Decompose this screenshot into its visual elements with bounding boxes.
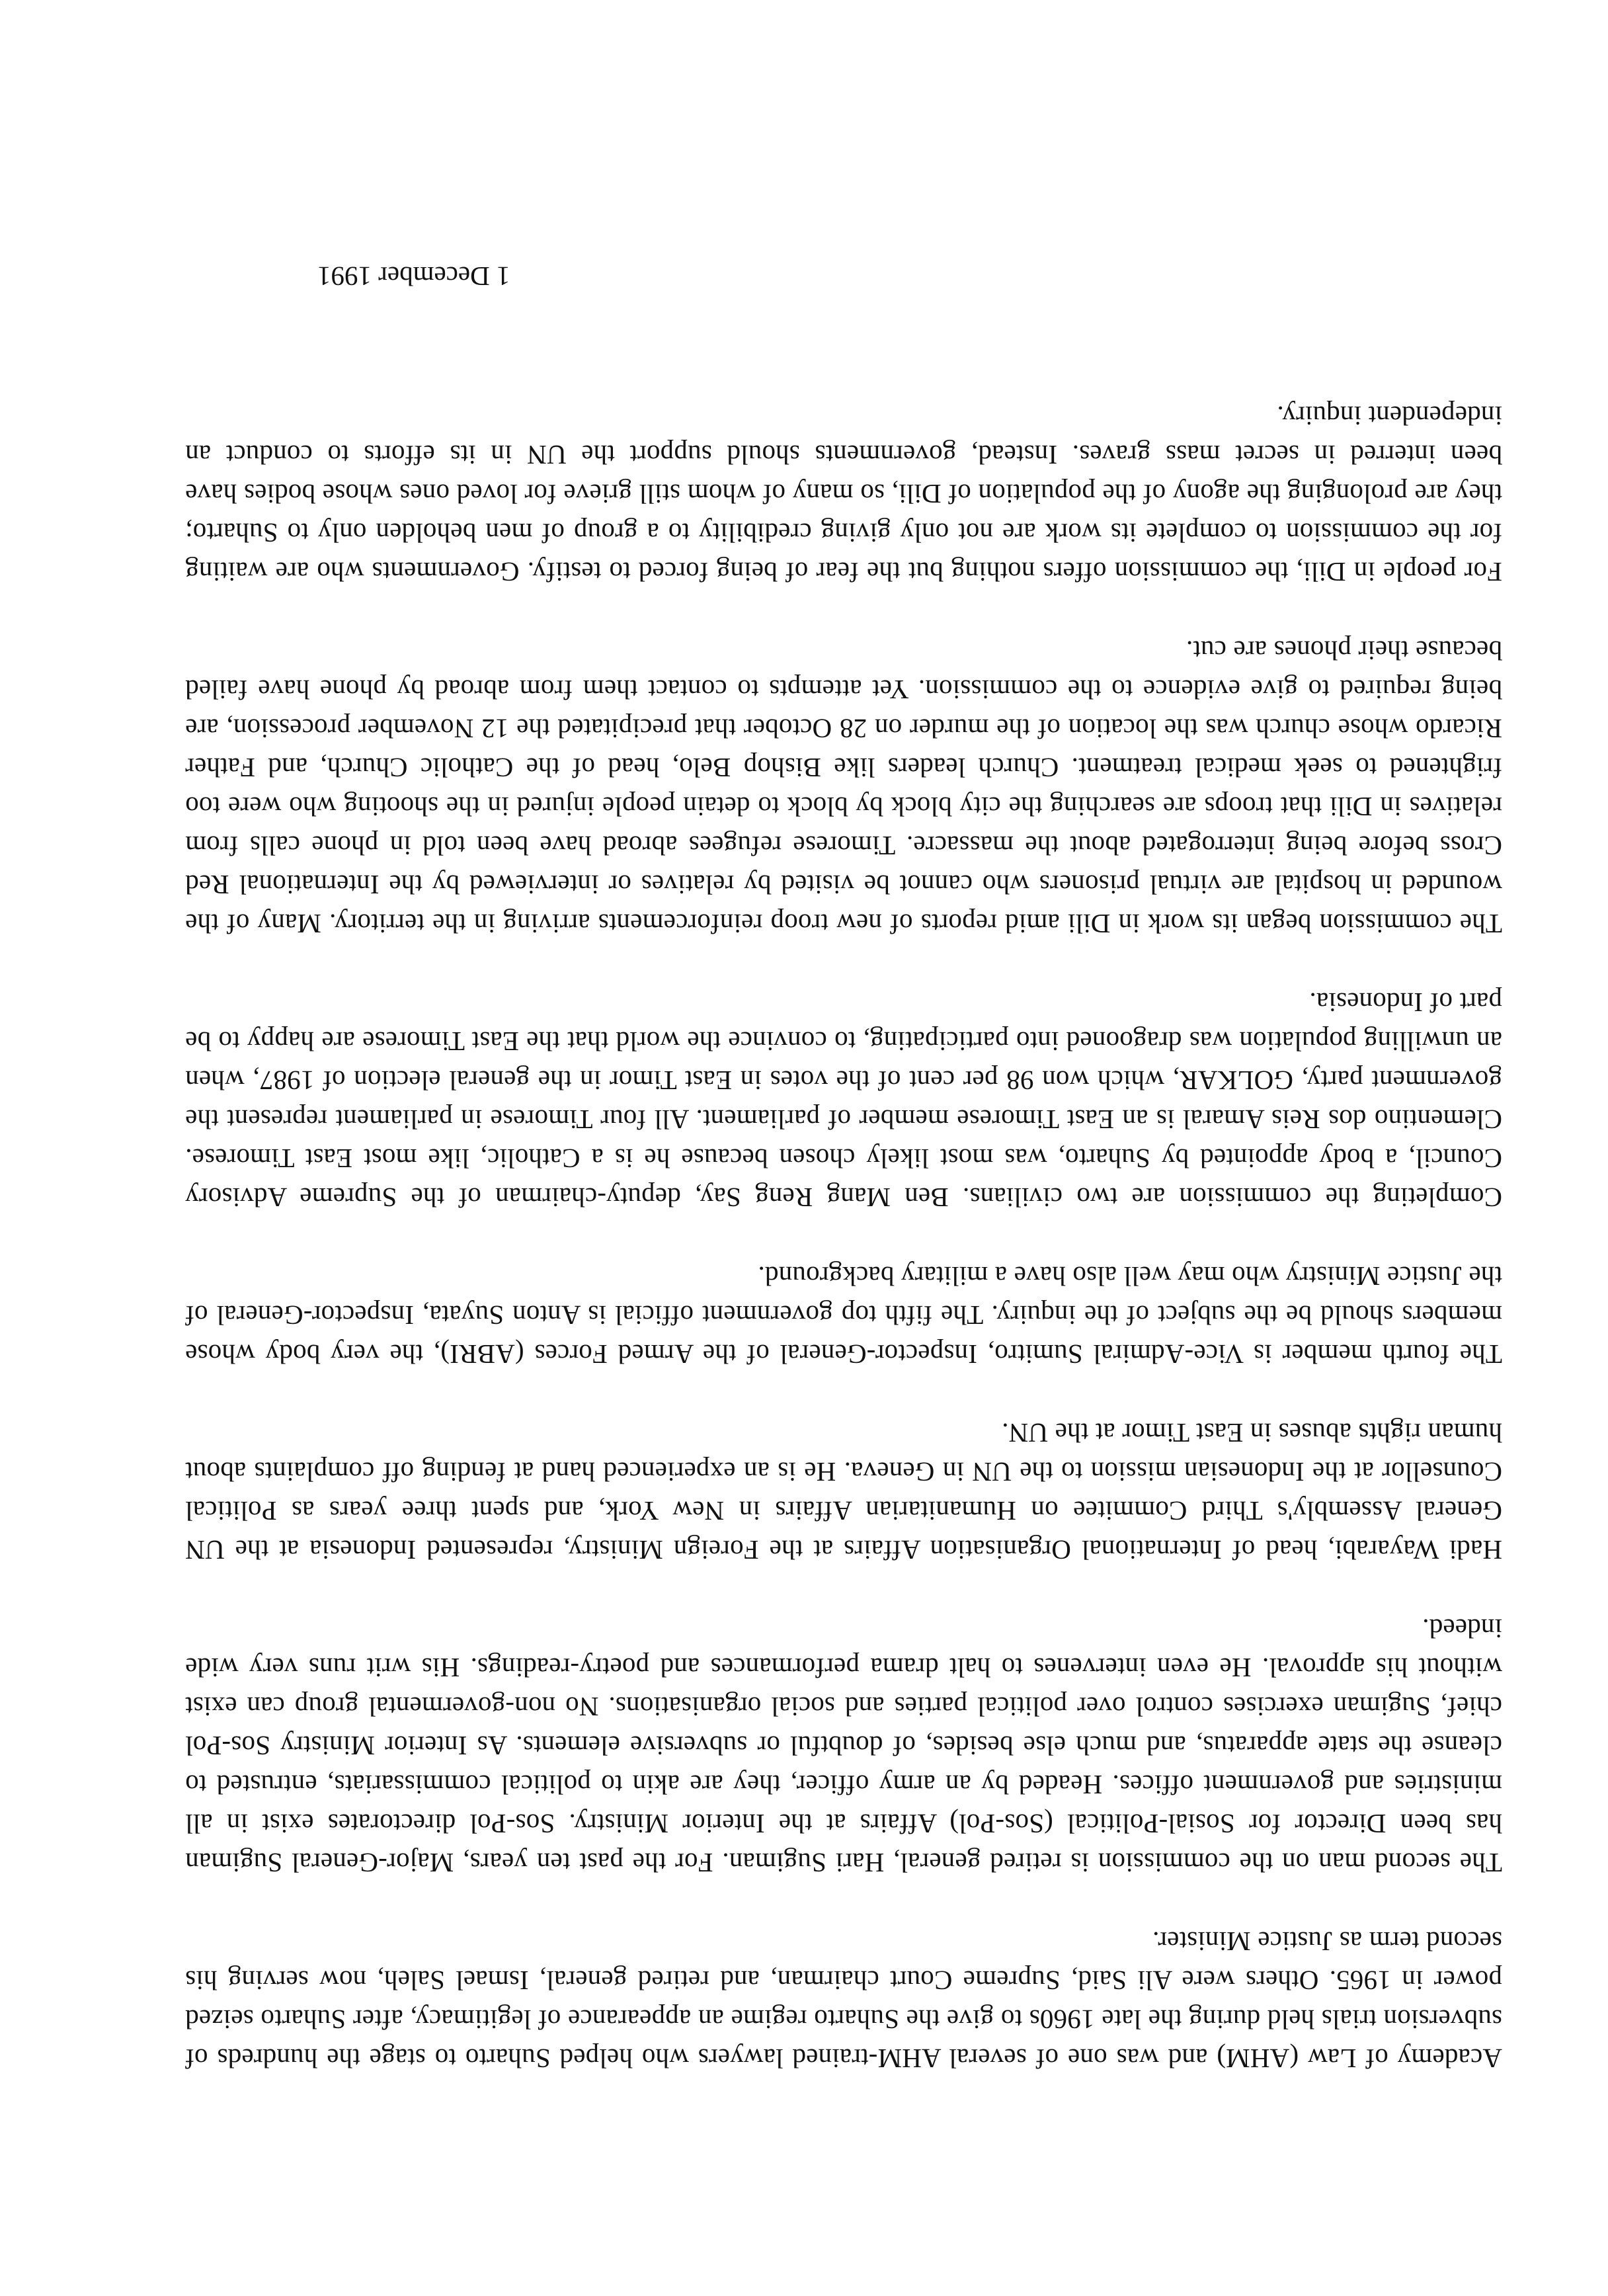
paragraph-civilian-members: Completing the commission are two civilians. Ben Mang Reng Say, deputy-chairman of the Supreme Advisory Council, a body appointed by Suharto, was most likely chosen because he is a Catholic, like most East Timorese. Clementino dos Reis Amaral is an East Timorese member of parliament. All four Timorese in parliament represent the government party, GOLKAR, which won 98 per cent of the votes in East Timor in the general election of 1987, when an unwilling population was dragooned into participating, to convince the world that the East Timorese are happy to be part of Indonesia. <box>185 987 1502 1213</box>
paragraph-commission-work-dili: The commission began its work in Dili amid reports of new troop reinforcements arriving in the territory. Many of the wounded in hospital are virtual prisoners who cannot be visited by relatives or interviewed by the International Red Cross before being interrogated about the massacre. Timorese refugees abroad have been told in phone calls from relatives in Dili that troops are searching the city block by block to detain people injured in the shooting who were too frightened to seek medical treatment. Church leaders like Bishop Belo, head of the Catholic Church, and Father Ricardo whose church was the location of the murder on 28 October that precipitated the 12 November procession, are being required to give evidence to the commission. Yet attempts to contact them from abroad by phone have failed because their phones are cut. <box>185 636 1502 939</box>
paragraph-hadi-wayarabi: Hadi Wayarabi, head of International Organisation Affairs at the Foreign Ministry, represented Indonesia at the UN General Assembly's Third Commitee on Humanitarian Affairs in New York, and spent three years as Political Counsellor at the Indonesian mission to the UN in Geneva. He is an experienced hand at fending off complaints about human rights abuses in East Timor at the UN. <box>185 1418 1502 1565</box>
paragraph-people-in-dili: For people in Dili, the commission offers nothing but the fear of being forced to testify. Governments who are waiting for the commission to complete its work are not only giving credibility to a group of men beholden only to Suharto; they are prolonging the agony of the population of Dili, so many of whom still grieve for loved ones whose bodies have been interred in secret mass graves. Instead, governments should support the UN in its efforts to conduct an independent inquiry. <box>185 401 1502 587</box>
document-date: 1 December 1991 <box>317 261 510 292</box>
paragraph-fourth-fifth-members: The fourth member is Vice-Admiral Sumitro, Inspector-General of the Armed Forces (ABRI), the very body whose members should be the subject of the inquiry. The fifth top government official is Anton Suyata, Inspector-General of the Justice Ministry who may well also have a military background. <box>185 1261 1502 1370</box>
paragraph-ahm-lawyers: Academy of Law (AHM) and was one of several AHM-trained lawyers who helped Suharto to stage the hundreds of subversion trials held during the late 1960s to give the Suharto regime an appearance of legitimacy, after Suharto seized power in 1965. Others were Ali Said, Supreme Court chairman, and retired general, Ismael Saleh, now serving his second term as Justice Minister. <box>185 1926 1502 2074</box>
document-body <box>185 356 1502 2078</box>
paragraph-hari-sugiman: The second man on the commission is retired general, Hari Sugiman. For the past ten years, Major-General Sugiman has been Director for Sosial-Political (Sos-Pol) Affairs at the Interior Ministry. Sos-Pol directorates exist in all ministries and government offices. Headed by an army officer, they are akin to political commissariats, entrusted to cleanse the state apparatus, and much else besides, of doubtful or subversive elements. As Interior Ministry Sos-Pol chief, Sugiman exercises control over political parties and social organisations. No non-govermental group can exist without his approval. He even intervenes to halt drama performances and poetry-readings. His writ runs very wide indeed. <box>185 1614 1502 1878</box>
